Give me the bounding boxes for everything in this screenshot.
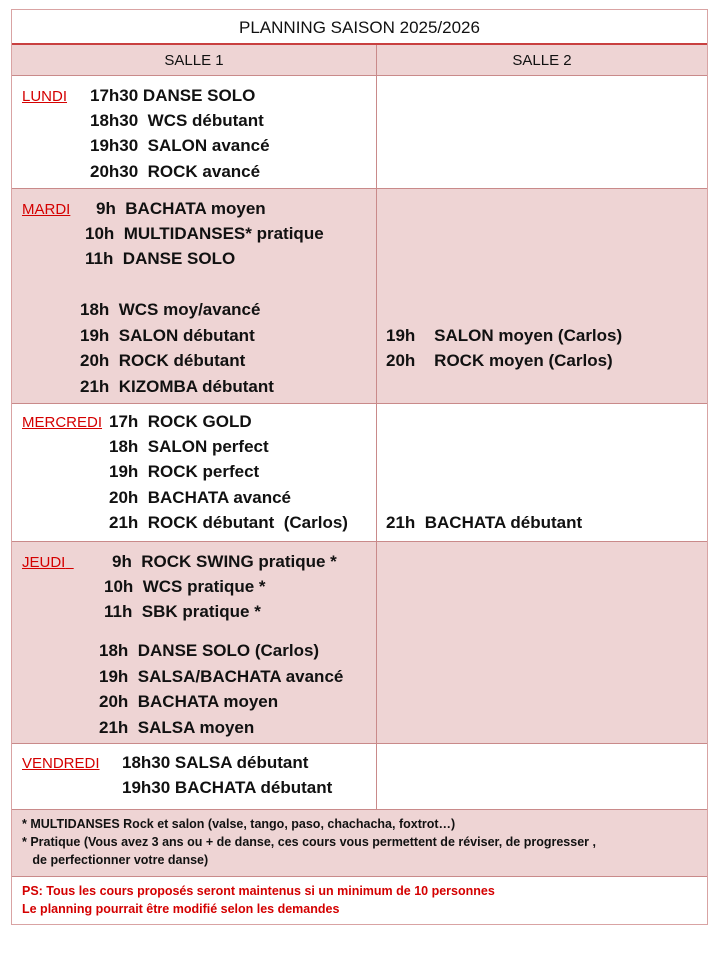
footnotes xyxy=(12,810,707,877)
course-line: 10h WCS pratique * xyxy=(104,577,266,596)
course-line: 20h BACHATA moyen xyxy=(99,692,279,711)
course-line: 18h DANSE SOLO (Carlos) xyxy=(99,641,320,660)
course-line: 18h WCS moy/avancé xyxy=(80,300,261,319)
day-row-jeudi xyxy=(12,542,707,744)
day-label-mardi: MARDI xyxy=(22,201,71,218)
day-label-lundi: LUNDI xyxy=(22,88,68,105)
course-line: 20h30 ROCK avancé xyxy=(90,162,261,181)
course-line: 9h BACHATA moyen xyxy=(96,199,266,218)
column-divider xyxy=(376,404,377,542)
ps-section xyxy=(12,877,707,924)
course-line: 18h30 SALSA débutant xyxy=(122,753,309,772)
course-line: 17h30 DANSE SOLO xyxy=(90,86,256,105)
course-line: 17h ROCK GOLD xyxy=(109,412,252,431)
course-line: 21h ROCK débutant (Carlos) xyxy=(109,513,348,532)
course-line: 19h30 BACHATA débutant xyxy=(122,778,333,797)
column-divider xyxy=(376,189,377,404)
course-line: 9h ROCK SWING pratique * xyxy=(112,552,337,571)
course-line: 21h SALSA moyen xyxy=(99,718,255,737)
footnote-pratique: * Pratique (Vous avez 3 ans ou + de danse, ces cours vous permettent de réviser, de progresser , xyxy=(22,835,596,849)
day-row-vendredi xyxy=(12,744,707,810)
footnote-pratique-continued: de perfectionner votre danse) xyxy=(22,853,209,867)
column-divider xyxy=(376,76,377,189)
course-line: 18h30 WCS débutant xyxy=(90,111,264,130)
table-header-row xyxy=(12,45,707,76)
day-label-mercredi: MERCREDI xyxy=(22,414,103,431)
course-line: 21h KIZOMBA débutant xyxy=(80,377,274,396)
day-row-mercredi xyxy=(12,404,707,542)
course-line: 11h SBK pratique * xyxy=(104,602,261,621)
course-line: 11h DANSE SOLO xyxy=(85,249,236,268)
course-line: 10h MULTIDANSES* pratique xyxy=(85,224,324,243)
course-line-salle-2: 20h ROCK moyen (Carlos) xyxy=(386,351,613,370)
course-line: 20h ROCK débutant xyxy=(80,351,246,370)
course-line: 19h SALSA/BACHATA avancé xyxy=(99,667,344,686)
header-salle-1: SALLE 1 xyxy=(164,52,224,69)
ps-modification-notice: Le planning pourrait être modifié selon les demandes xyxy=(22,902,340,916)
course-line: 19h SALON débutant xyxy=(80,326,255,345)
day-label-vendredi: VENDREDI xyxy=(22,755,100,772)
column-divider xyxy=(376,542,377,744)
planning-table xyxy=(11,9,708,925)
header-salle-2: SALLE 2 xyxy=(512,52,572,69)
course-line: 19h30 SALON avancé xyxy=(90,136,270,155)
day-row-lundi xyxy=(12,76,707,189)
planning-title: PLANNING SAISON 2025/2026 xyxy=(12,10,707,45)
day-row-mardi xyxy=(12,189,707,404)
ps-minimum-notice: PS: Tous les cours proposés seront maintenus si un minimum de 10 personnes xyxy=(22,884,495,898)
course-line-salle-2: 19h SALON moyen (Carlos) xyxy=(386,326,623,345)
course-line-salle-2: 21h BACHATA débutant xyxy=(386,513,583,532)
column-divider xyxy=(376,744,377,810)
footnote-multidanses: * MULTIDANSES Rock et salon (valse, tango, paso, chachacha, foxtrot…) xyxy=(22,817,456,831)
course-line: 18h SALON perfect xyxy=(109,437,269,456)
course-line: 20h BACHATA avancé xyxy=(109,488,292,507)
day-label-jeudi: JEUDI xyxy=(22,554,66,571)
course-line: 19h ROCK perfect xyxy=(109,462,260,481)
